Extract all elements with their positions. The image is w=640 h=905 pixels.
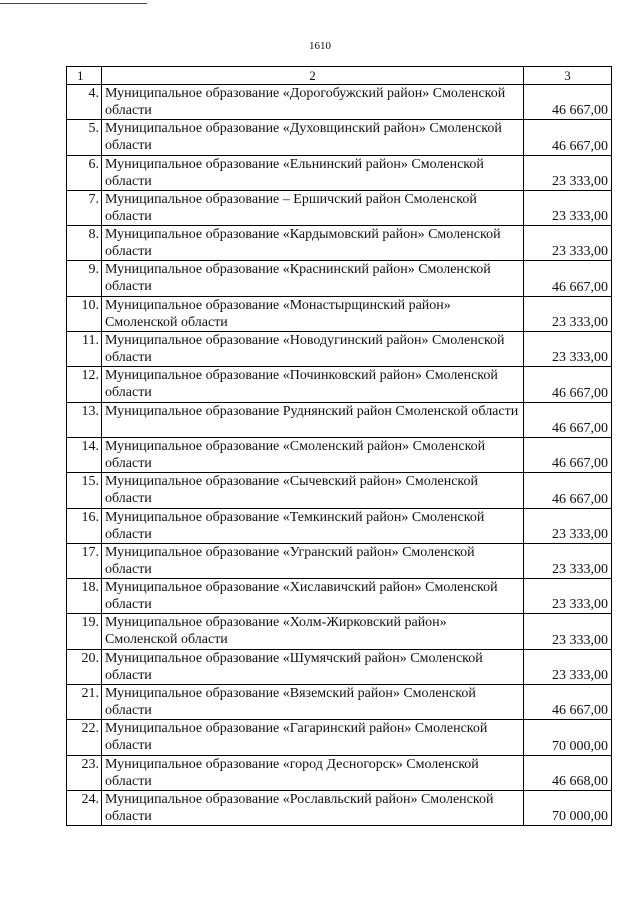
table-row [67, 226, 612, 261]
table-row [67, 790, 612, 825]
amount-cell: 46 667,00 [524, 437, 612, 472]
municipality-name-cell: Муниципальное образование Руднянский район Смоленской области [102, 402, 524, 437]
municipality-name-cell: Муниципальное образование «Хиславичский район» Смоленской области [102, 579, 524, 614]
table-row [67, 685, 612, 720]
row-number-cell: 19. [67, 614, 102, 649]
municipality-name-cell: Муниципальное образование «Ельнинский район» Смоленской области [102, 155, 524, 190]
row-number-cell: 6. [67, 155, 102, 190]
table-header-row [67, 67, 612, 85]
municipality-name-cell: Муниципальное образование «Темкинский район» Смоленской области [102, 508, 524, 543]
row-number-cell: 9. [67, 261, 102, 296]
table-row [67, 543, 612, 578]
row-number-cell: 14. [67, 437, 102, 472]
municipality-name-cell: Муниципальное образование «Холм-Жирковский район» Смоленской области [102, 614, 524, 649]
row-number-cell: 12. [67, 367, 102, 402]
municipality-name-cell: Муниципальное образование – Ершичский район Смоленской области [102, 190, 524, 225]
table-row [67, 402, 612, 437]
amount-cell: 23 333,00 [524, 508, 612, 543]
row-number-cell: 11. [67, 332, 102, 367]
row-number-cell: 4. [67, 85, 102, 120]
amount-cell: 23 333,00 [524, 579, 612, 614]
table-row [67, 614, 612, 649]
table-row [67, 296, 612, 331]
municipality-name-cell: Муниципальное образование «Угранский район» Смоленской области [102, 543, 524, 578]
row-number-cell: 16. [67, 508, 102, 543]
municipality-name-cell: Муниципальное образование «город Десногорск» Смоленской области [102, 755, 524, 790]
table-row [67, 649, 612, 684]
amount-cell: 46 667,00 [524, 367, 612, 402]
amount-cell: 46 667,00 [524, 473, 612, 508]
table-row [67, 755, 612, 790]
amount-cell: 23 333,00 [524, 332, 612, 367]
table-row [67, 190, 612, 225]
table-row [67, 579, 612, 614]
row-number-cell: 23. [67, 755, 102, 790]
row-number-cell: 18. [67, 579, 102, 614]
amount-cell: 23 333,00 [524, 614, 612, 649]
amount-cell: 23 333,00 [524, 155, 612, 190]
municipality-name-cell: Муниципальное образование «Шумячский район» Смоленской области [102, 649, 524, 684]
municipality-name-cell: Муниципальное образование «Починковский район» Смоленской области [102, 367, 524, 402]
row-number-cell: 8. [67, 226, 102, 261]
amount-cell: 23 333,00 [524, 226, 612, 261]
column-header-3: 3 [524, 67, 612, 85]
municipality-name-cell: Муниципальное образование «Новодугинский район» Смоленской области [102, 332, 524, 367]
municipality-name-cell: Муниципальное образование «Рославльский район» Смоленской области [102, 790, 524, 825]
municipality-name-cell: Муниципальное образование «Монастырщинский район» Смоленской области [102, 296, 524, 331]
row-number-cell: 22. [67, 720, 102, 755]
row-number-cell: 15. [67, 473, 102, 508]
row-number-cell: 24. [67, 790, 102, 825]
amount-cell: 23 333,00 [524, 649, 612, 684]
table-row [67, 437, 612, 472]
table-row [67, 332, 612, 367]
table-row [67, 261, 612, 296]
table-body [67, 85, 612, 826]
amount-cell: 23 333,00 [524, 543, 612, 578]
row-number-cell: 10. [67, 296, 102, 331]
column-header-1: 1 [67, 67, 102, 85]
table-row [67, 155, 612, 190]
municipality-name-cell: Муниципальное образование «Кардымовский район» Смоленской области [102, 226, 524, 261]
row-number-cell: 17. [67, 543, 102, 578]
municipality-name-cell: Муниципальное образование «Краснинский район» Смоленской области [102, 261, 524, 296]
amount-cell: 46 667,00 [524, 120, 612, 155]
row-number-cell: 20. [67, 649, 102, 684]
table-row [67, 85, 612, 120]
column-header-2: 2 [102, 67, 524, 85]
row-number-cell: 5. [67, 120, 102, 155]
amount-cell: 46 667,00 [524, 402, 612, 437]
amount-cell: 46 667,00 [524, 685, 612, 720]
municipality-name-cell: Муниципальное образование «Смоленский район» Смоленской области [102, 437, 524, 472]
municipality-name-cell: Муниципальное образование «Сычевский район» Смоленской области [102, 473, 524, 508]
table-row [67, 473, 612, 508]
municipality-name-cell: Муниципальное образование «Дорогобужский район» Смоленской области [102, 85, 524, 120]
table-row [67, 367, 612, 402]
amount-cell: 46 668,00 [524, 755, 612, 790]
row-number-cell: 7. [67, 190, 102, 225]
amount-cell: 23 333,00 [524, 296, 612, 331]
table-row [67, 508, 612, 543]
amount-cell: 46 667,00 [524, 85, 612, 120]
row-number-cell: 21. [67, 685, 102, 720]
municipality-name-cell: Муниципальное образование «Гагаринский район» Смоленской области [102, 720, 524, 755]
municipality-name-cell: Муниципальное образование «Духовщинский район» Смоленской области [102, 120, 524, 155]
table-row [67, 720, 612, 755]
amount-cell: 46 667,00 [524, 261, 612, 296]
row-number-cell: 13. [67, 402, 102, 437]
allocation-table [66, 66, 612, 826]
top-left-rule [0, 3, 147, 4]
page-number: 1610 [309, 40, 331, 52]
table-row [67, 120, 612, 155]
amount-cell: 70 000,00 [524, 720, 612, 755]
amount-cell: 70 000,00 [524, 790, 612, 825]
amount-cell: 23 333,00 [524, 190, 612, 225]
municipality-name-cell: Муниципальное образование «Вяземский район» Смоленской области [102, 685, 524, 720]
